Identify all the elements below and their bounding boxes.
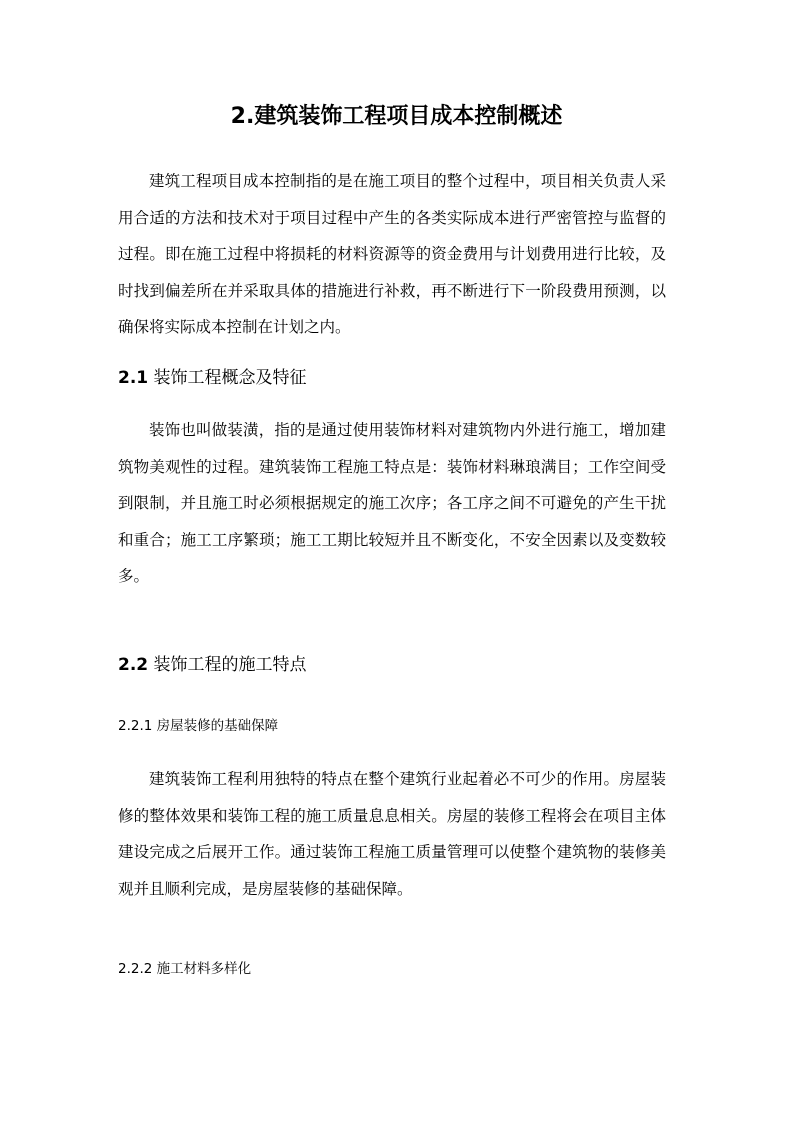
section-2-1-paragraph: 装饰也叫做装潢，指的是通过使用装饰材料对建筑物内外进行施工，增加建筑物美观性的过程。建筑装饰工程施工特点是：装饰材料琳琅满目；工作空间受到限制，并且施工时必须根据规定的施工次序；各工序之间不可避免的产生干扰和重合；施工工序繁琐；施工工期比较短并且不断变化，不安全因素以及变数较多。 bbox=[118, 421, 666, 585]
section-2-2-2-number: 2.2.2 bbox=[118, 961, 153, 977]
section-2-1-title: 装饰工程概念及特征 bbox=[153, 368, 307, 388]
section-2-2-1-heading bbox=[118, 716, 278, 736]
section-2-2-2-heading bbox=[118, 959, 251, 979]
page-title: 2.建筑装饰工程项目成本控制概述 bbox=[230, 104, 563, 129]
section-2-2-1-number: 2.2.1 bbox=[118, 718, 153, 734]
section-2-1-number: 2.1 bbox=[118, 368, 149, 388]
section-2-2-heading bbox=[118, 652, 307, 678]
intro-paragraph: 建筑工程项目成本控制指的是在施工项目的整个过程中，项目相关负责人采用合适的方法和技术对于项目过程中产生的各类实际成本进行严密管控与监督的过程。即在施工过程中将损耗的材料资源等的资金费用与计划费用进行比较，及时找到偏差所在并采取具体的措施进行补救，再不断进行下一阶段费用预测，以确保将实际成本控制在计划之内。 bbox=[118, 172, 666, 336]
section-2-2-2-title: 施工材料多样化 bbox=[156, 961, 252, 977]
section-2-1-heading bbox=[118, 365, 307, 391]
section-2-2-1-paragraph: 建筑装饰工程利用独特的特点在整个建筑行业起着必不可少的作用。房屋装修的整体效果和装饰工程的施工质量息息相关。房屋的装修工程将会在项目主体建设完成之后展开工作。通过装饰工程施工质量管理可以使整个建筑物的装修美观并且顺利完成，是房屋装修的基础保障。 bbox=[118, 770, 666, 898]
section-2-2-title: 装饰工程的施工特点 bbox=[153, 655, 307, 675]
section-2-2-1-title: 房屋装修的基础保障 bbox=[156, 718, 279, 734]
section-2-2-number: 2.2 bbox=[118, 655, 149, 675]
